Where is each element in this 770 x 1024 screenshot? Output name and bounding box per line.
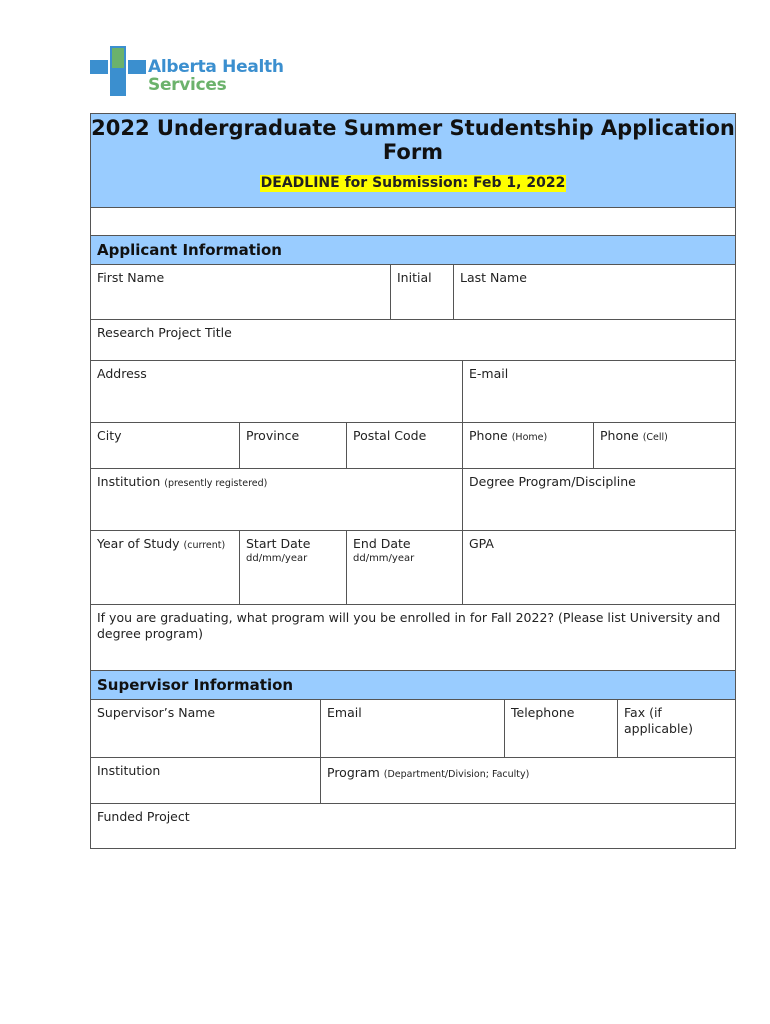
city-field[interactable] — [91, 423, 240, 469]
blank-row[interactable] — [91, 208, 735, 236]
applicant-section-heading: Applicant Information — [91, 235, 735, 265]
initial-label: Initial — [397, 270, 432, 285]
end-date-field[interactable] — [347, 531, 463, 605]
funded-project-label: Funded Project — [97, 809, 190, 824]
first-name-label: First Name — [97, 270, 165, 285]
project-title-field[interactable] — [91, 320, 735, 361]
last-name-field[interactable] — [454, 265, 735, 320]
supervisor-name-label: Supervisor’s Name — [97, 705, 216, 720]
deadline-notice: DEADLINE for Submission: Feb 1, 2022 — [260, 175, 566, 191]
institution-note: (presently registered) — [164, 478, 268, 489]
start-date-hint: dd/mm/year — [246, 553, 308, 564]
phone-home-label: Phone — [469, 428, 508, 443]
degree-program-field[interactable] — [463, 469, 735, 531]
postal-code-field[interactable] — [347, 423, 463, 469]
supervisor-name-field[interactable] — [91, 700, 321, 758]
supervisor-telephone-field[interactable] — [505, 700, 618, 758]
supervisor-section-heading: Supervisor Information — [91, 670, 735, 700]
project-title-label: Research Project Title — [97, 325, 232, 340]
supervisor-fax-label: Fax (if applicable) — [624, 705, 693, 736]
supervisor-institution-field[interactable] — [91, 758, 321, 804]
logo-wordmark — [148, 58, 284, 94]
supervisor-program-note: (Department/Division; Faculty) — [383, 769, 530, 780]
institution-field[interactable] — [91, 469, 463, 531]
start-date-label: Start Date — [246, 536, 311, 551]
province-label: Province — [246, 428, 300, 443]
supervisor-institution-label: Institution — [97, 763, 161, 778]
supervisor-program-field[interactable] — [321, 758, 735, 804]
postal-code-label: Postal Code — [353, 428, 427, 443]
email-field[interactable] — [463, 361, 735, 423]
province-field[interactable] — [240, 423, 347, 469]
year-of-study-note: (current) — [183, 540, 226, 551]
last-name-label: Last Name — [460, 270, 527, 285]
phone-cell-note: (Cell) — [642, 432, 668, 443]
logo-line-2: Services — [148, 75, 227, 95]
end-date-label: End Date — [353, 536, 411, 551]
gpa-field[interactable] — [463, 531, 735, 605]
logo-line-1: Alberta Health — [148, 57, 284, 77]
degree-program-label: Degree Program/Discipline — [469, 474, 636, 489]
email-label: E-mail — [469, 366, 509, 381]
funded-project-field[interactable] — [91, 804, 735, 848]
supervisor-email-field[interactable] — [321, 700, 505, 758]
phone-home-note: (Home) — [511, 432, 548, 443]
start-date-field[interactable] — [240, 531, 347, 605]
address-field[interactable] — [91, 361, 463, 423]
supervisor-email-label: Email — [327, 705, 362, 720]
phone-cell-label: Phone — [600, 428, 639, 443]
year-of-study-label: Year of Study — [97, 536, 180, 551]
supervisor-program-label: Program — [327, 765, 380, 780]
institution-label: Institution — [97, 474, 161, 489]
graduating-question-label: If you are graduating, what program will you be enrolled in for Fall 2022? (Please list University and degree program) — [97, 610, 721, 641]
initial-field[interactable] — [391, 265, 454, 320]
supervisor-telephone-label: Telephone — [511, 705, 575, 720]
gpa-label: GPA — [469, 536, 494, 551]
form-title: 2022 Undergraduate Summer Studentship Application Form — [91, 116, 735, 164]
phone-home-field[interactable] — [463, 423, 594, 469]
address-label: Address — [97, 366, 147, 381]
end-date-hint: dd/mm/year — [353, 553, 415, 564]
form-header — [91, 114, 735, 208]
graduating-program-field[interactable] — [91, 605, 735, 671]
application-form — [90, 113, 736, 849]
phone-cell-field[interactable] — [594, 423, 735, 469]
city-label: City — [97, 428, 122, 443]
first-name-field[interactable] — [91, 265, 391, 320]
year-of-study-field[interactable] — [91, 531, 240, 605]
supervisor-fax-field[interactable] — [618, 700, 735, 758]
